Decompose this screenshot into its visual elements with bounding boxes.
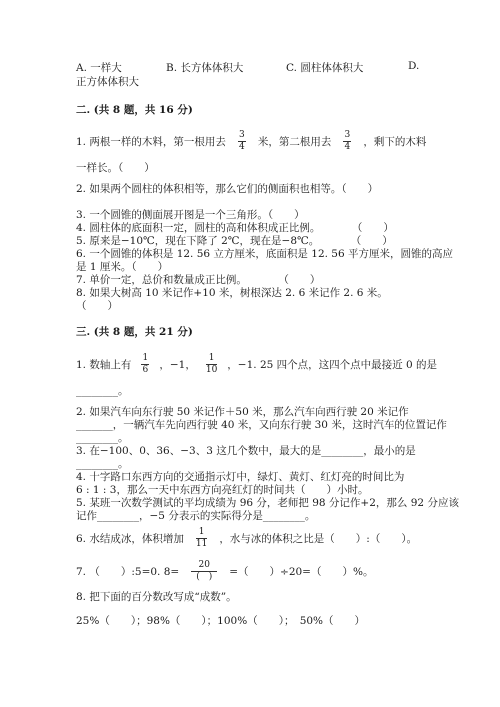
fraction-numerator: 1: [198, 526, 205, 537]
option-b: B. 长方体体积大: [166, 62, 244, 74]
fraction-numerator: 20: [198, 559, 210, 570]
s3-question-2: 2. 如果汽车向东行驶 50 米记作＋50 米，那么汽车向西行驶 20 米记作: [76, 406, 409, 418]
fraction-denominator: 4: [344, 141, 351, 152]
option-a: A. 一样大: [76, 62, 122, 74]
fraction-denominator: ( ): [196, 571, 213, 582]
s2-question-6-cont: 是 1 厘米。（ ）: [76, 261, 169, 273]
s3-question-4-cont: 6 : 1 : 3，那么一天中东西方向亮红灯的时间共（ ）小时。: [76, 484, 369, 496]
s2-q1-pre: 1. 两根一样的木料，第一根用去: [76, 135, 226, 148]
s2-q1-continued: 一样长。（ ）: [76, 162, 155, 174]
s2-q1-mid: 米，第二根用去: [257, 135, 332, 148]
s2-question-2: 2. 如果两个圆柱的体积相等，那么它们的侧面积也相等。（ ）: [76, 183, 379, 195]
s3-question-1: [76, 351, 437, 377]
fraction-numerator: 1: [142, 352, 149, 363]
fraction-denominator: 10: [205, 364, 218, 375]
fraction-numerator: 1: [208, 352, 215, 363]
s2-question-1: [76, 128, 426, 154]
fraction-denominator: 4: [238, 141, 245, 152]
s3-question-2-cont: _______，一辆汽车先向西行驶 40 米，又向东行驶 30 米，这时汽车的位置记作: [76, 419, 447, 431]
s2-q1-post: ，剩下的木料: [363, 135, 427, 148]
fraction-20-blank: [191, 560, 217, 583]
s3-question-5-cont: 记作________，−5 分表示的实际得分是________。: [76, 510, 316, 522]
s2-question-3: 3. 一个圆锥的侧面展开图是一个三角形。（ ）: [76, 209, 305, 221]
s3-q7-post: =（ ）÷20=（ ）%。: [229, 565, 374, 578]
section-2-title: 二. (共 8 题，共 16 分): [76, 104, 193, 116]
s3-question-8-items: 25%（ ）；98%（ ）；100%（ ）； 50%（ ）: [76, 615, 366, 627]
s2-question-6: 6. 一个圆锥的体积是 12. 56 立方厘米，底面积是 12. 56 平方厘米，圆锥的高应: [76, 248, 453, 260]
s2-question-4: 4. 圆柱体的底面积一定，圆柱的高和体积成正比例。 （ ）: [76, 222, 394, 234]
s3-q1-mid: ，−1，: [159, 358, 196, 371]
fraction-3-4-a: [238, 130, 246, 153]
fraction-1-10: [206, 353, 217, 376]
option-c: C. 圆柱体体积大: [286, 62, 364, 74]
s3-q6-post: ，水与冰的体积之比是（ ）:（ ）。: [219, 532, 418, 545]
s3-question-8: 8. 把下面的百分数改写成“成数”。: [76, 591, 237, 603]
s3-question-6: [76, 525, 417, 551]
s2-question-5: 5. 原来是−10℃，现在下降了 2℃，现在是−8℃。 （ ）: [76, 235, 393, 247]
fraction-1-11: [196, 527, 207, 550]
s3-question-2-cont2: ________。: [76, 432, 129, 444]
s2-question-7: 7. 单价一定，总价和数量成正比例。 （ ）: [76, 274, 321, 286]
section-3-title: 三. (共 8 题，共 21 分): [76, 326, 193, 338]
fraction-3-4-b: [343, 130, 351, 153]
s3-question-3: 3. 在−100、0、36、−3、3 这几个数中，最大的是________，最小的是: [76, 445, 416, 457]
s3-q1-pre: 1. 数轴上有: [76, 358, 132, 371]
s3-q1-answer-line: ________。: [76, 385, 129, 397]
s3-question-4: 4. 十字路口东西方向的交通指示灯中，绿灯、黄灯、红灯亮的时间比为: [76, 471, 405, 483]
fraction-denominator: 6: [142, 364, 149, 375]
s3-question-7: [76, 558, 373, 584]
s3-question-5: 5. 某班一次数学测试的平均成绩为 96 分，老师把 98 分记作+2，那么 92 分应该: [76, 497, 459, 509]
fraction-numerator: 3: [344, 129, 351, 140]
s3-q1-post: ，−1. 25 四个点，这四个点中最接近 0 的是: [227, 358, 438, 371]
s2-question-8: 8. 如果大树高 10 米记作+10 米，树根深达 2. 6 米记作 2. 6 米。: [76, 287, 388, 299]
fraction-denominator: 11: [195, 538, 208, 549]
s3-q6-pre: 6. 水结成冰，体积增加: [76, 532, 184, 545]
option-d-text: 正方体体积大: [76, 76, 139, 88]
option-d: D.: [408, 60, 420, 72]
s3-q7-pre: 7. （ ）:5=0. 8=: [76, 565, 180, 578]
fraction-1-6: [141, 353, 149, 376]
s2-question-8-cont: （ ）: [76, 300, 118, 312]
s3-question-3-cont: ________。: [76, 458, 129, 470]
fraction-numerator: 3: [238, 129, 245, 140]
